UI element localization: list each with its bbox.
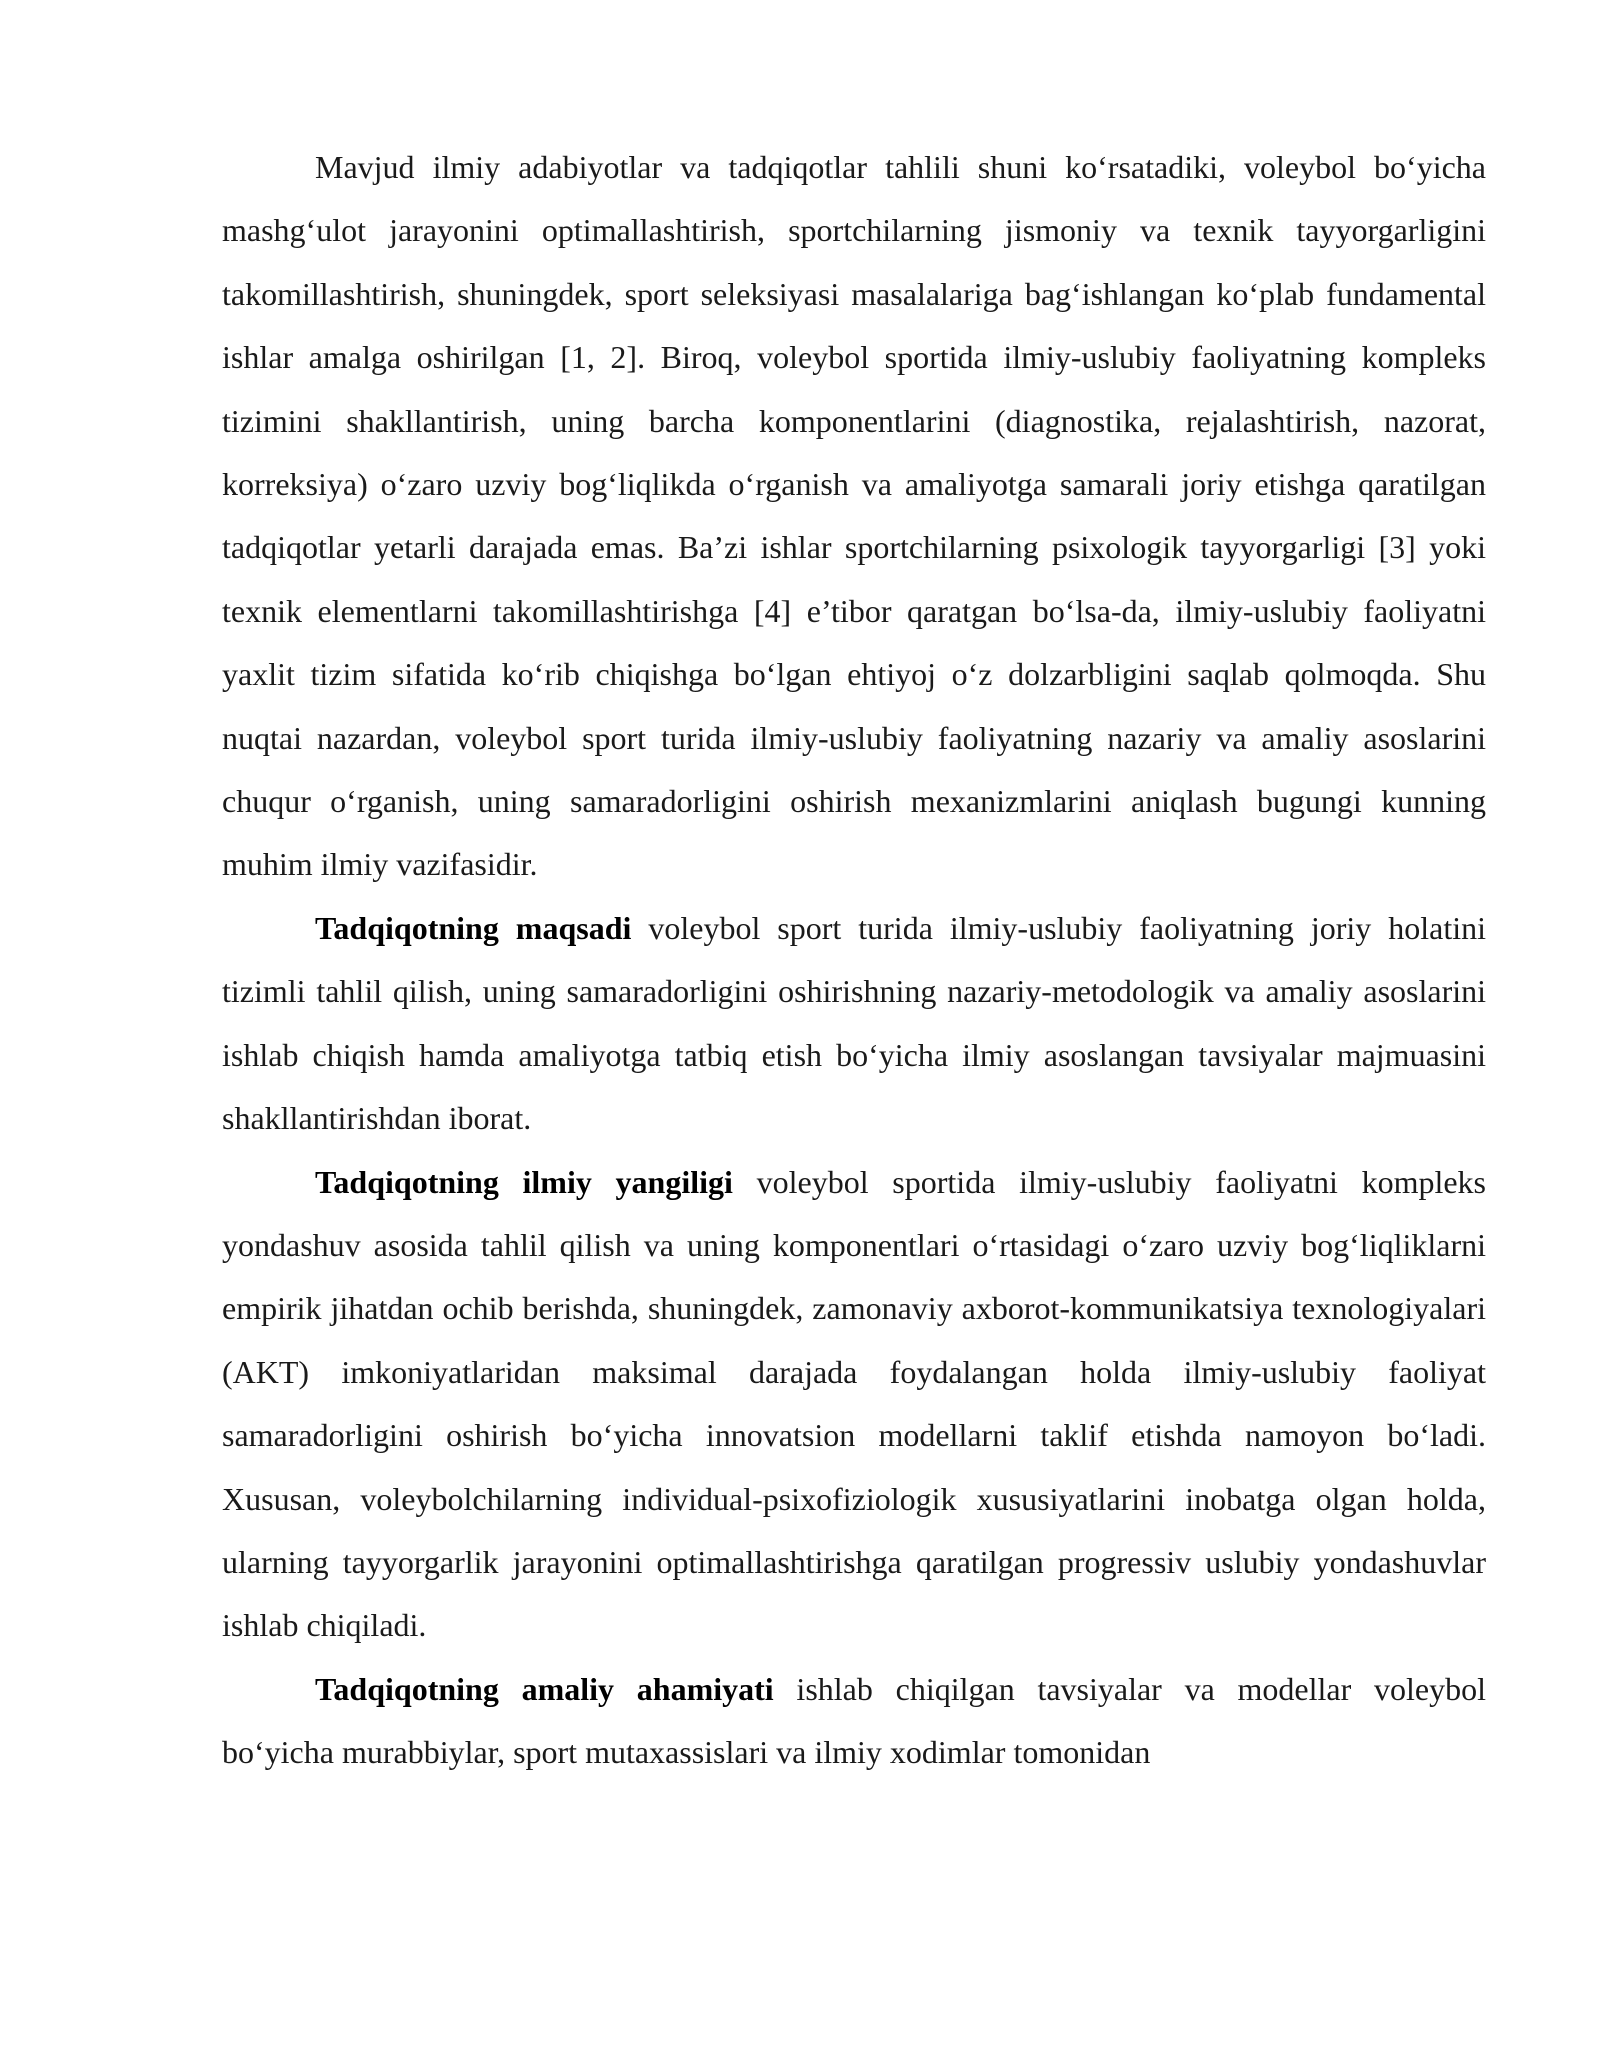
paragraph-lead: Tadqiqotning maqsadi xyxy=(315,909,632,946)
paragraph-text: voleybol sportida ilmiy-uslubiy faoliyatni kompleks yondashuv asosida tahlil qilish va uning komponentlari oʻrtasidagi oʻzaro uzviy bogʻliqliklarni empirik jihatdan ochib berishda, shuningdek, zamonaviy axborot-kommunikatsiya texnologiyalari (AKT) imkoniyatlaridan maksimal darajada foydalangan holda ilmiy-uslubiy faoliyat samaradorligini oshirish boʻyicha innovatsion modellarni taklif etishda namoyon boʻladi. Xususan, voleybolchilarning individual-psixofiziologik xususiyatlarini inobatga olgan holda, ularning tayyorgarlik jarayonini optimallashtirishga qaratilgan progressiv uslubiy yondashuvlar ishlab chiqiladi. xyxy=(222,1163,1487,1644)
paragraph-text: ishlab chiqilgan tavsiyalar va modellar voleybol boʻyicha murabbiylar, sport mutaxassislari va ilmiy xodimlar tomonidan xyxy=(222,1670,1487,1771)
paragraph-text: voleybol sport turida ilmiy-uslubiy faoliyatning joriy holatini tizimli tahlil qilish, uning samaradorligini oshirishning nazariy-metodologik va amaliy asoslarini ishlab chiqish hamda amaliyotga tatbiq etish boʻyicha ilmiy asoslangan tavsiyalar majmuasini shakllantirishdan iborat. xyxy=(222,909,1487,1137)
paragraph-text: Mavjud ilmiy adabiyotlar va tadqiqotlar tahlili shuni koʻrsatadiki, voleybol boʻyicha mashgʻulot jarayonini optimallashtirish, sportchilarning jismoniy va texnik tayyorgarligini takomillashtirish, shuningdek, sport seleksiyasi masalalariga bagʻishlangan koʻplab fundamental ishlar amalga oshirilgan [1, 2]. Biroq, voleybol sportida ilmiy-uslubiy faoliyatning kompleks tizimini shakllantirish, uning barcha komponentlarini (diagnostika, rejalashtirish, nazorat, korreksiya) oʻzaro uzviy bogʻliqlikda oʻrganish va amaliyotga samarali joriy etishga qaratilgan tadqiqotlar yetarli darajada emas. Ba’zi ishlar sportchilarning psixologik tayyorgarligi [3] yoki texnik elementlarni takomillashtirishga [4] e’tibor qaratgan boʻlsa-da, ilmiy-uslubiy faoliyatni yaxlit tizim sifatida koʻrib chiqishga boʻlgan ehtiyoj oʻz dolzarbligini saqlab qolmoqda. Shu nuqtai nazardan, voleybol sport turida ilmiy-uslubiy faoliyatning nazariy va amaliy asoslarini chuqur oʻrganish, uning samaradorligini oshirish mexanizmlarini aniqlash bugungi kunning muhim ilmiy vazifasidir. xyxy=(222,149,1486,883)
paragraph-lead: Tadqiqotning ilmiy yangiligi xyxy=(315,1163,733,1200)
paragraph-practical-significance xyxy=(222,1658,1486,1785)
paragraph-research-goal xyxy=(222,897,1486,1151)
paragraph-lead: Tadqiqotning amaliy ahamiyati xyxy=(315,1670,774,1707)
document-page xyxy=(222,136,1486,1785)
paragraph-literature-review xyxy=(222,136,1486,897)
paragraph-scientific-novelty xyxy=(222,1151,1486,1658)
